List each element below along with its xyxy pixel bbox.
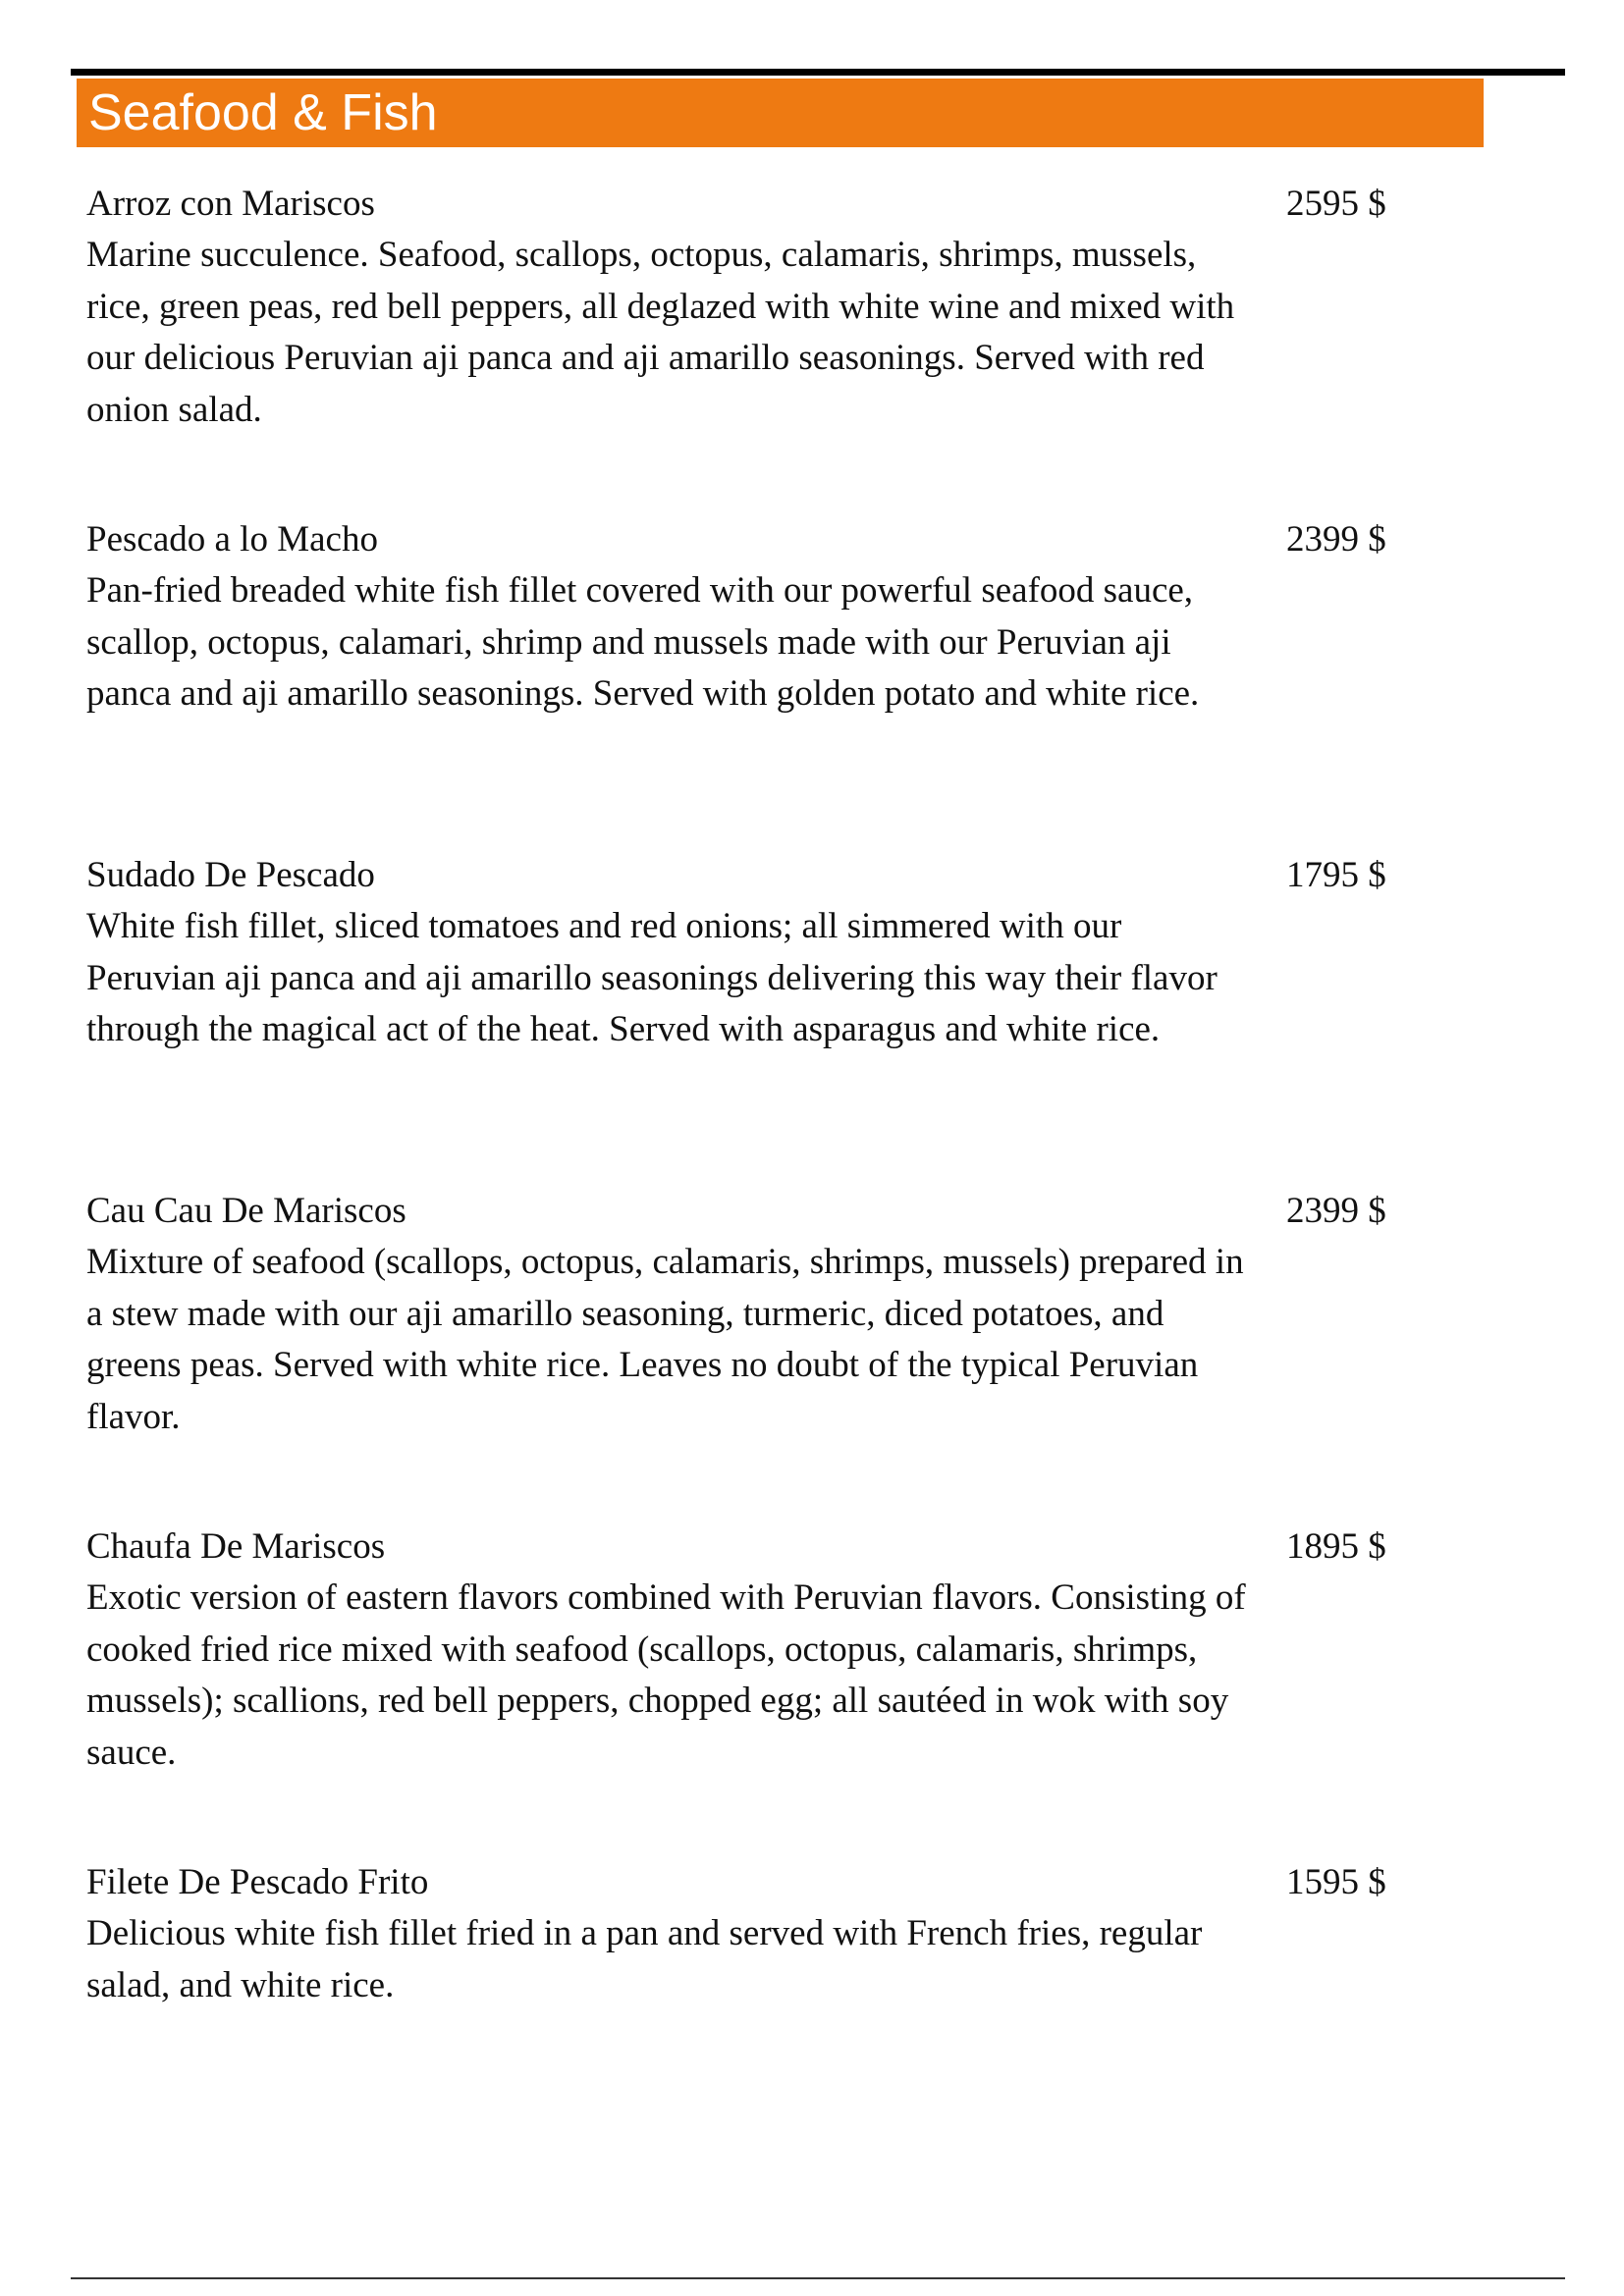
bottom-rule <box>71 2277 1565 2279</box>
menu-item <box>86 179 1402 514</box>
menu-item <box>86 1857 1402 2193</box>
item-price: 1595 $ <box>1286 1862 1386 1902</box>
menu-item <box>86 514 1402 850</box>
menu-list <box>86 179 1402 2193</box>
menu-item <box>86 850 1402 1186</box>
section-title: Seafood & Fish <box>88 84 438 141</box>
item-name: Filete De Pescado Frito <box>86 1862 429 1902</box>
item-price: 2595 $ <box>1286 184 1386 224</box>
item-price: 1795 $ <box>1286 855 1386 895</box>
item-price: 2399 $ <box>1286 1191 1386 1231</box>
item-name: Cau Cau De Mariscos <box>86 1191 406 1231</box>
item-name: Arroz con Mariscos <box>86 184 375 224</box>
top-rule <box>71 69 1565 76</box>
item-name: Chaufa De Mariscos <box>86 1526 386 1567</box>
item-description: White fish fillet, sliced tomatoes and red onions; all simmered with our Peruvian aji panca and aji amarillo seasonings delivering this way their flavor through the magical act of the heat. Served with asparagus and white rice. <box>86 906 1218 1049</box>
item-description: Pan-fried breaded white fish fillet covered with our powerful seafood sauce, scallop, octopus, calamari, shrimp and mussels made with our Peruvian aji panca and aji amarillo seasonings. Served with golden potato and white rice. <box>86 570 1200 714</box>
item-description: Exotic version of eastern flavors combined with Peruvian flavors. Consisting of cooked fried rice mixed with seafood (scallops, octopus, calamaris, shrimps, mussels); scallions, red bell peppers, chopped egg; all sautéed in wok with soy sauce. <box>86 1577 1246 1773</box>
menu-item <box>86 1522 1402 1857</box>
item-price: 1895 $ <box>1286 1526 1386 1567</box>
item-name: Sudado De Pescado <box>86 855 375 895</box>
item-description: Marine succulence. Seafood, scallops, octopus, calamaris, shrimps, mussels, rice, green peas, red bell peppers, all deglazed with white wine and mixed with our delicious Peruvian aji panca and aji amarillo seasonings. Served with red onion salad. <box>86 235 1235 430</box>
item-description: Delicious white fish fillet fried in a pan and served with French fries, regular salad, and white rice. <box>86 1913 1203 2005</box>
item-description: Mixture of seafood (scallops, octopus, calamaris, shrimps, mussels) prepared in a stew made with our aji amarillo seasoning, turmeric, diced potatoes, and greens peas. Served with white rice. Leaves no doubt of the typical Peruvian flavor. <box>86 1242 1244 1437</box>
item-name: Pescado a lo Macho <box>86 519 378 560</box>
menu-item <box>86 1186 1402 1522</box>
section-header <box>77 79 1484 147</box>
item-price: 2399 $ <box>1286 519 1386 560</box>
